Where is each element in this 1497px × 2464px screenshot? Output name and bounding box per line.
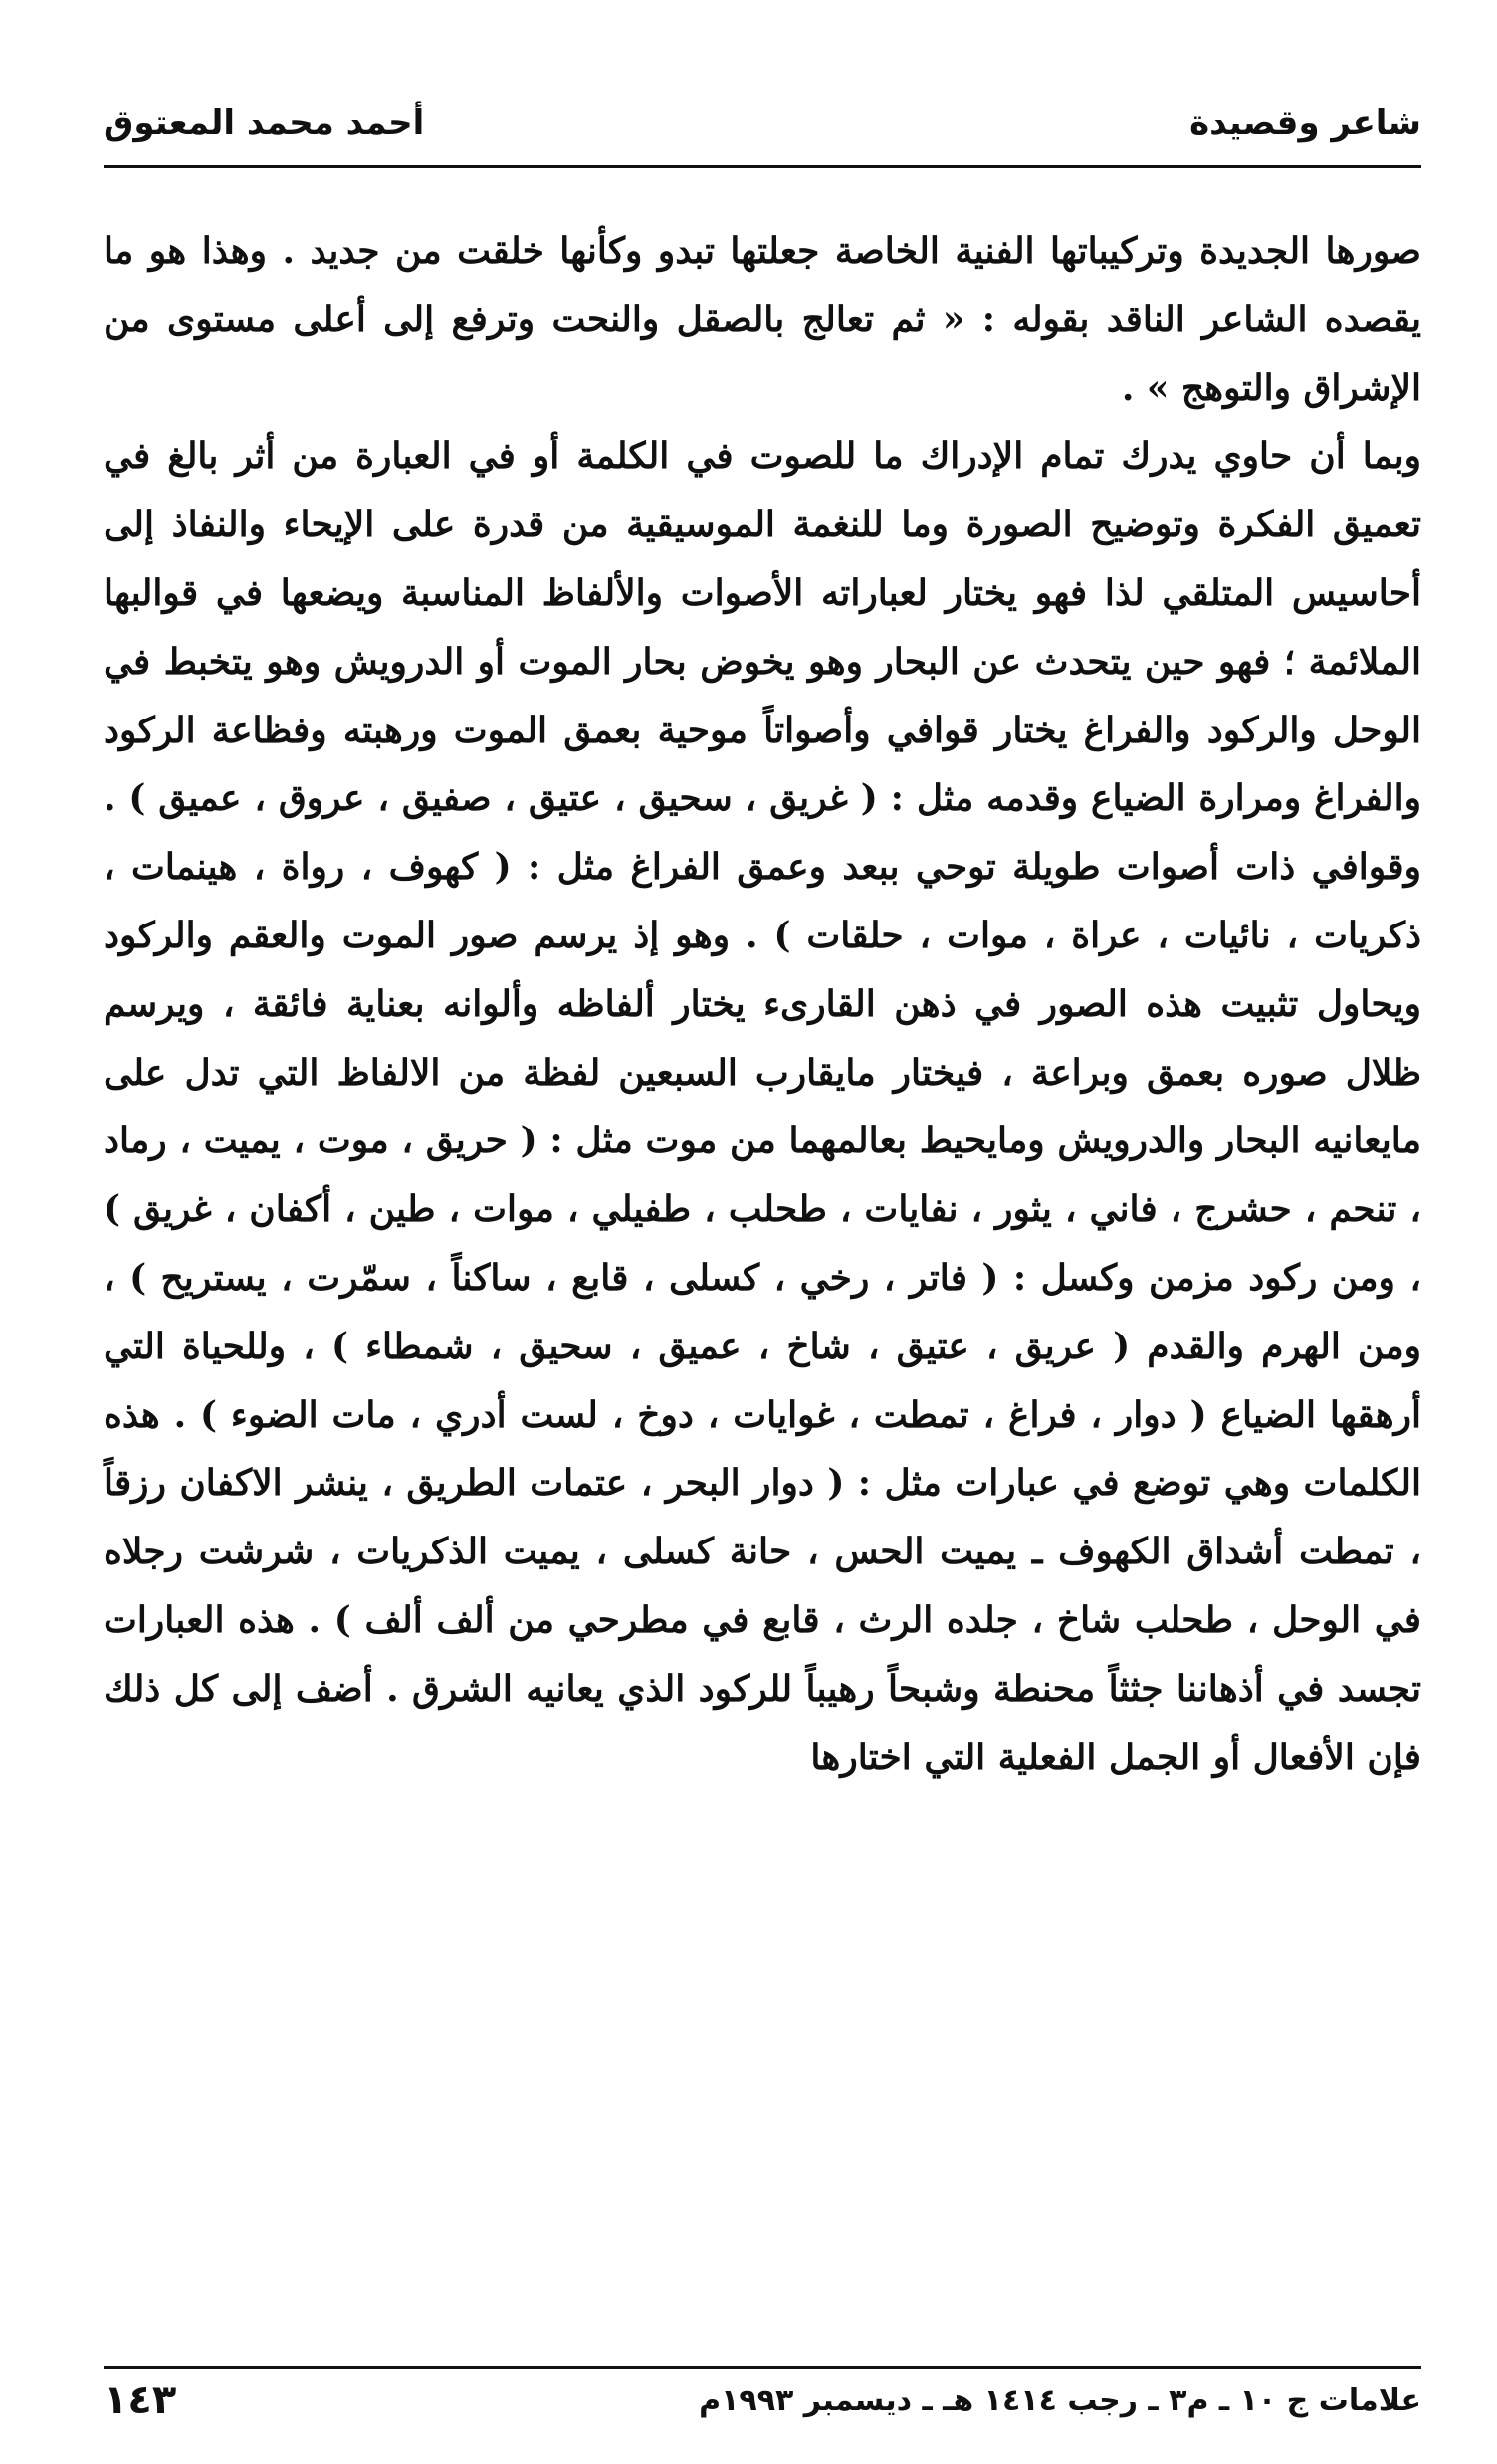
footer-divider: [104, 2366, 1421, 2369]
page-number: ١٤٣: [104, 2377, 177, 2423]
running-header: [104, 103, 1421, 163]
paragraph-1: صورها الجديدة وتركيباتها الفنية الخاصة جعلتها تبدو وكأنها خلقت من جديد . وهذا هو ما يقصده الشاعر الناقد بقوله : « ثم تعالج بالصقل والنحت وترفع إلى أعلى مستوى من الإشراق والتوهج » .: [104, 230, 1421, 409]
issue-info: علامات ج ١٠ ـ م٣ ـ رجب ١٤١٤ هـ ـ ديسمبر ١٩٩٣م: [699, 2383, 1421, 2418]
running-footer: [104, 2377, 1421, 2433]
book-title: شاعر وقصيدة: [1189, 103, 1421, 143]
header-divider: [104, 165, 1421, 168]
paragraph-2: وبما أن حاوي يدرك تمام الإدراك ما للصوت في الكلمة أو في العبارة من أثر بالغ في تعميق الفكرة وتوضيح الصورة وما للنغمة الموسيقية من قدرة على الإيحاء والنفاذ إلى أحاسيس المتلقي لذا فهو يختار لعباراته الأصوات والألفاظ المناسبة ويضعها في قوالبها الملائمة ؛ فهو حين يتحدث عن البحار وهو يخوض بحار الموت أو الدرويش وهو يتخبط في الوحل والركود والفراغ يختار قوافي وأصواتاً موحية بعمق الموت ورهبته وفظاعة الركود والفراغ ومرارة الضياع وقدمه مثل : ( غريق ، سحيق ، عتيق ، صفيق ، عروق ، عميق ) . وقوافي ذات أصوات طويلة توحي ببعد وعمق الفراغ مثل : ( كهوف ، رواة ، هينمات ، ذكريات ، نائيات ، عراة ، موات ، حلقات ) . وهو إذ يرسم صور الموت والعقم والركود ويحاول تثبيت هذه الصور في ذهن القارىء يختار ألفاظه وألوانه بعناية فائقة ، ويرسم ظلال صوره بعمق وبراعة ، فيختار مايقارب السبعين لفظة من الالفاظ التي تدل على مايعانيه البحار والدرويش ومايحيط بعالمهما من موت مثل : ( حريق ، موت ، يميت ، رماد ، تنحم ، حشرج ، فاني ، يثور ، نفايات ، طحلب ، طفيلي ، موات ، طين ، أكفان ، غريق ) ، ومن ركود مزمن وكسل : ( فاتر ، رخي ، كسلى ، قابع ، ساكناً ، سمّرت ، يستريح ) ، ومن الهرم والقدم ( عريق ، عتيق ، شاخ ، عميق ، سحيق ، شمطاء ) ، وللحياة التي أرهقها الضياع ( دوار ، فراغ ، تمطت ، غوايات ، دوخ ، لست أدري ، مات الضوء ) . هذه الكلمات وهي توضع في عبارات مثل : ( دوار البحر ، عتمات الطريق ، ينشر الاكفان رزقاً ، تمطت أشداق الكهوف ـ يميت الحس ، حانة كسلى ، يميت الذكريات ، شرشت رجلاه في الوحل ، طحلب شاخ ، جلده الرث ، قابع في مطرحي من ألف ألف ) . هذه العبارات تجسد في أذهاننا جثثاً محنطة وشبحاً رهيباً للركود الذي يعانيه الشرق . أضف إلى كل ذلك فإن الأفعال أو الجمل الفعلية التي اختارها: [104, 435, 1421, 1778]
body-text: [104, 217, 1421, 1791]
author-name: أحمد محمد المعتوق: [104, 103, 425, 143]
